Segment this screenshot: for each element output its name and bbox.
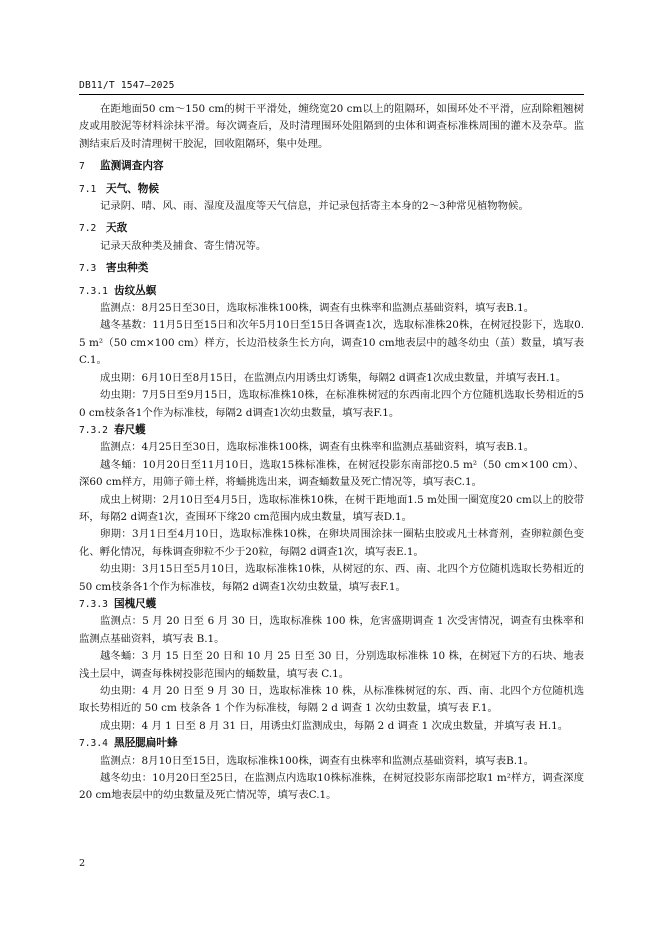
section-7-3-3-heading <box>79 596 584 613</box>
paragraph: 越冬幼虫：10月20日至25日，在监测点内选取10株标准株，在树冠投影东南部挖取1 m²样方，调查深度20 cm地表层中的幼虫数量及死亡情况等，填写表C.1。 <box>79 772 584 802</box>
section-7-heading <box>79 158 584 175</box>
document-code: DB11/T 1547—2025 <box>79 80 175 91</box>
section-number: 7.3.4 <box>79 738 108 750</box>
section-number: 7.1 <box>79 183 97 195</box>
header-rule <box>79 94 584 95</box>
section-7-2-heading <box>79 220 584 237</box>
section-7-3-heading <box>79 260 584 277</box>
section-title: 天敌 <box>106 222 128 235</box>
page-content <box>79 101 584 805</box>
paragraph: 监测点：5 月 20 日至 6 月 30 日，选取标准株 100 株，危害盛期调查 1 次受害情况，调查有虫株率和监测点基础资料，填写表 B.1。 <box>79 615 584 645</box>
paragraph: 幼虫期：7月5日至9月15日，选取标准株10株，在标准株树冠的东西南北四个方位随机选取长势相近的50 cm枝条各1个作为标准枝，每隔2 d调查1次幼虫数量，填写表F.1。 <box>79 389 584 419</box>
paragraph: 越冬蛹：3 月 15 日至 20 日和 10 月 25 日至 30 日，分别选取标准株 10 株，在树冠下方的石块、地表浅土层中，调查每株树投影范围内的蛹数量，填写表 C.1。 <box>79 650 584 680</box>
section-number: 7.3.3 <box>79 598 108 610</box>
paragraph: 成虫期：4 月 1 日至 8 月 31 日，用诱虫灯监测成虫，每隔 2 d 调查 1 次成虫数量，并填写表 H.1。 <box>100 719 569 732</box>
paragraph: 越冬蛹：10月20日至11月10日，选取15株标准株，在树冠投影东南部挖0.5 m²（50 cm×100 cm）、深60 cm样方，用筛子筛土样，将蛹挑选出来，调查蛹数量及死亡情况等，填写表C.1。 <box>79 458 584 489</box>
paragraph: 成虫上树期：2月10日至4月5日，选取标准株10株，在树干距地面1.5 m处围一圈宽度20 cm以上的胶带环，每隔2 d调查1次，查围环下缘20 cm范围内成虫数量，填写表D.1。 <box>79 493 584 523</box>
section-7-3-4-heading <box>79 735 584 752</box>
paragraph: 记录天敌种类及捕食、寄生情况等。 <box>100 239 267 252</box>
section-number: 7 <box>79 161 85 173</box>
section-number: 7.3 <box>79 263 97 275</box>
paragraph: 幼虫期：4 月 20 日至 9 月 30 日，选取标准株 10 株，从标准株树冠的东、西、南、北四个方位随机选取长势相近的 50 cm 枝条各 1 个作为标准枝，每隔 2 d 调查 1 次幼虫数量，填写表 F.1。 <box>79 685 584 715</box>
paragraph: 成虫期：6月10日至8月15日，在监测点内用诱虫灯诱集，每隔2 d调查1次成虫数量，并填写表H.1。 <box>100 371 567 384</box>
section-7-3-1-heading <box>79 283 584 300</box>
section-title: 监测调查内容 <box>100 160 164 173</box>
section-number: 7.2 <box>79 223 97 235</box>
paragraph: 卵期：3月1日至4月10日，选取标准株10株，在卵块周围涂抹一圈粘虫胶或凡士林膏剂，查卵粒颜色变化、孵化情况，每株调查卵粒不少于20粒，每隔2 d调查1次，填写表E.1。 <box>79 528 584 558</box>
section-title: 黑胫腮扁叶蜂 <box>114 737 178 750</box>
paragraph: 越冬基数：11月5日至15日和次年5月10日至15日各调查1次，选取标准株20株，在树冠投影下，选取0.5 m²（50 cm×100 cm）样方，长边沿枝条生长方向，调查10 cm地表层中的越冬幼虫（茧）数量，填写表C.1。 <box>79 319 584 367</box>
paragraph: 幼虫期：3月15日至5月10日，选取标准株10株，从树冠的东、西、南、北四个方位随机选取长势相近的50 cm枝条各1个作为标准枝，每隔2 d调查1次幼虫数量，填写表F.1。 <box>79 563 584 593</box>
paragraph: 监测点：8月25日至30日，选取标准株100株，调查有虫株率和监测点基础资料，填写表B.1。 <box>100 302 535 315</box>
section-number: 7.3.2 <box>79 424 108 436</box>
section-7-1-heading <box>79 181 584 198</box>
page-number: 2 <box>79 858 86 869</box>
intro-paragraph: 在距地面50 cm～150 cm的树干平滑处，缠绕宽20 cm以上的阻隔环，如围环处不平滑，应刮除粗翘树皮或用胶泥等材料涂抹平滑。每次调查后，及时清理围环处阻隔到的虫体和调查标准株周围的灌木及杂草。监测结束后及时清理树干胶泥，回收阻隔环，集中处理。 <box>79 103 584 150</box>
section-number: 7.3.1 <box>79 285 108 297</box>
section-title: 齿纹丛螟 <box>114 284 157 297</box>
paragraph: 监测点：4月25日至30日，选取标准株100株，调查有虫株率和监测点基础资料，填写表B.1。 <box>100 441 535 454</box>
section-title: 春尺蠖 <box>114 423 146 436</box>
section-title: 天气、物候 <box>106 182 159 195</box>
section-title: 国槐尺蠖 <box>114 597 157 610</box>
paragraph: 记录阴、晴、风、雨、湿度及温度等天气信息，并记录包括寄主本身的2～3种常见植物物候。 <box>100 200 529 213</box>
paragraph: 监测点：8月10日至15日，选取标准株100株，调查有虫株率和监测点基础资料，填写表B.1。 <box>100 754 535 767</box>
section-title: 害虫种类 <box>106 262 149 275</box>
section-7-3-2-heading <box>79 422 584 439</box>
